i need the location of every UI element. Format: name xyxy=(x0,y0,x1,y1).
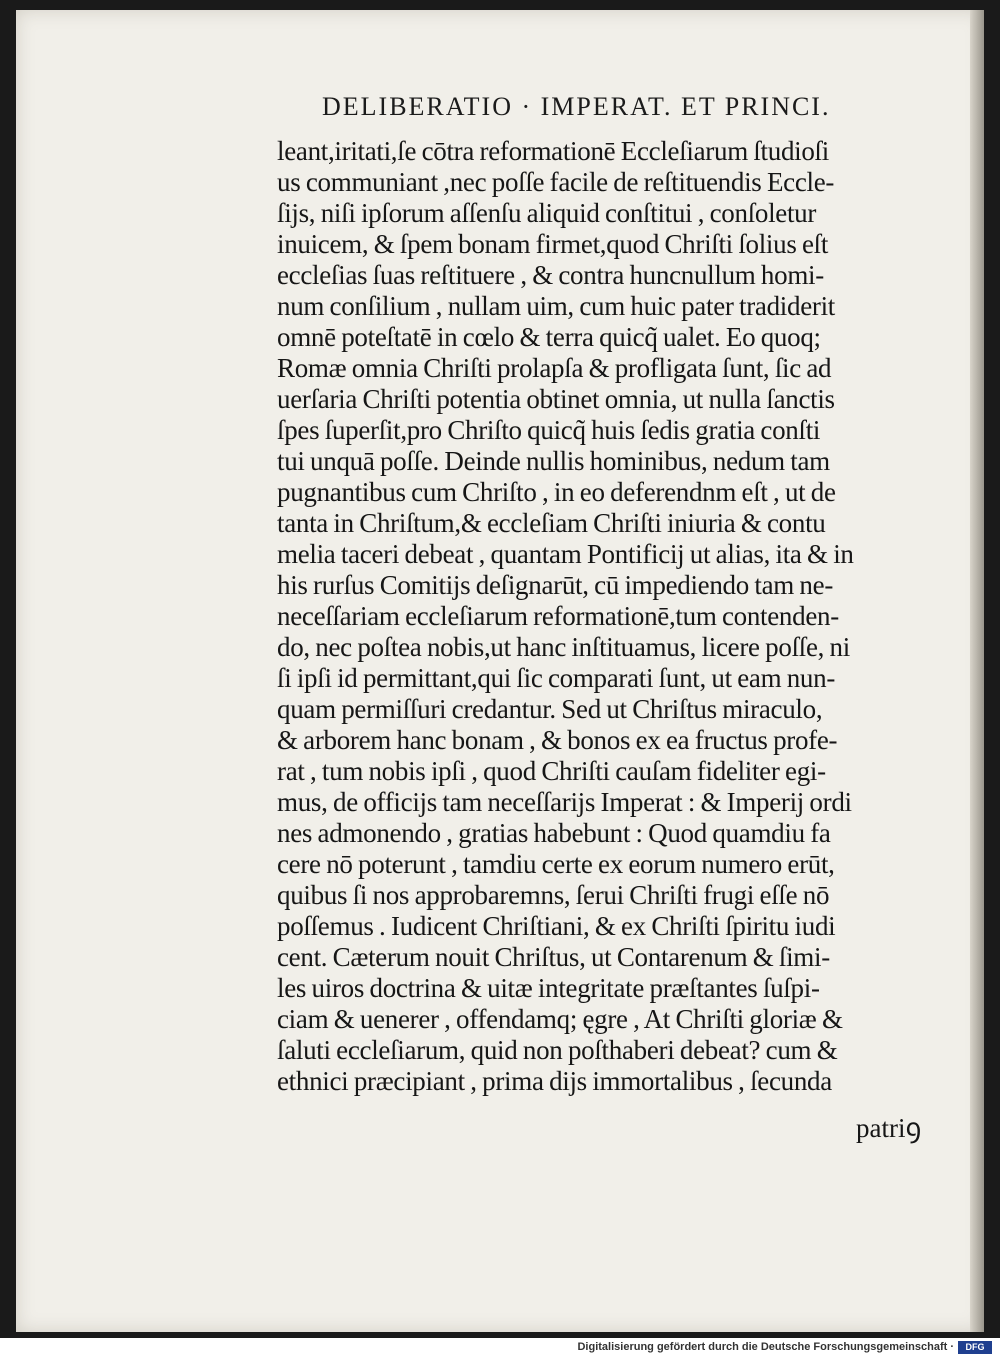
text-line: pugnantibus cum Chriſto , in eo deferendnm eſt , ut de xyxy=(277,477,836,507)
text-line: les uiros doctrina & uitæ integritate præſtantes ſuſpi- xyxy=(277,973,820,1003)
text-line: uerſaria Chriſti potentia obtinet omnia, ut nulla ſanctis xyxy=(277,384,835,414)
dfg-logo: DFG xyxy=(958,1341,992,1354)
page-edge xyxy=(970,10,984,1332)
text-line: ciam & uenerer , offendamq; ęgre , At Chriſti gloriæ & xyxy=(277,1004,843,1034)
text-line: ſi ipſi id permittant,qui ſic comparati ſunt, ut eam nun- xyxy=(277,663,836,693)
text-line: rat , tum nobis ipſi , quod Chriſti cauſam fideliter egi- xyxy=(277,756,826,786)
text-line: omnē poteſtatē in cœlo & terra quicq̃ ualet. Eo quoq; xyxy=(277,322,821,352)
text-line: ſpes ſuperſit,pro Chriſto quicq̃ huis ſedis gratia conſti xyxy=(277,415,821,445)
text-line: tui unquā poſſe. Deinde nullis hominibus, nedum tam xyxy=(277,446,830,476)
text-line: melia taceri debeat , quantam Pontificij ut alias, ita & in xyxy=(277,539,854,569)
text-line: neceſſariam eccleſiarum reformationē,tum contenden- xyxy=(277,601,839,631)
text-line: tanta in Chriſtum,& eccleſiam Chriſti iniuria & contu xyxy=(277,508,826,538)
text-line: mus, de officijs tam neceſſarijs Imperat : & Imperij ordi xyxy=(277,787,852,817)
text-line: & arborem hanc bonam , & bonos ex ea fructus profe- xyxy=(277,725,838,755)
text-line: cent. Cæterum nouit Chriſtus, ut Contarenum & ſimi- xyxy=(277,942,830,972)
text-line: quam permiſſuri credantur. Sed ut Chriſtus miraculo, xyxy=(277,694,823,724)
text-line: ſijs, niſi ipſorum aſſenſu aliquid conſtitui , conſoletur xyxy=(277,198,817,228)
text-line: ſaluti eccleſiarum, quid non poſthaberi debeat? cum & xyxy=(277,1035,838,1065)
footer-bar xyxy=(0,1338,1000,1358)
text-line: num conſilium , nullam uim, cum huic pater tradiderit xyxy=(277,291,835,321)
text-line: nes admonendo , gratias habebunt : Quod quamdiu fa xyxy=(277,818,831,848)
text-line: cere nō poterunt , tamdiu certe ex eorum numero erūt, xyxy=(277,849,835,879)
text-line: eccleſias ſuas reſtituere , & contra huncnullum homi- xyxy=(277,260,824,290)
text-line: leant,iritati,ſe cōtra reformationē Eccleſiarum ſtudioſi xyxy=(277,136,829,166)
catchword: patriꝯ xyxy=(856,1113,922,1143)
running-header: DELIBERATIO · IMPERAT. ET PRINCI. xyxy=(322,92,831,121)
text-line: Romæ omnia Chriſti prolapſa & profligata ſunt, ſic ad xyxy=(277,353,832,383)
body-text xyxy=(277,136,957,1097)
funding-credit: Digitalisierung gefördert durch die Deutsche Forschungsgemeinschaft · xyxy=(577,1341,954,1353)
text-line: quibus ſi nos approbaremns, ſerui Chriſti frugi eſſe nō xyxy=(277,880,830,910)
text-line: us communiant ,nec poſſe facile de reſtituendis Eccle- xyxy=(277,167,835,197)
text-line: inuicem, & ſpem bonam firmet,quod Chriſti ſolius eſt xyxy=(277,229,829,259)
text-line: do, nec poſtea nobis,ut hanc inſtituamus, licere poſſe, ni xyxy=(277,632,850,662)
text-line: ethnici præcipiant , prima dijs immortalibus , ſecunda xyxy=(277,1066,832,1096)
text-line: his rurſus Comitijs deſignarūt, cū impediendo tam ne- xyxy=(277,570,834,600)
text-line: poſſemus . Iudicent Chriſtiani, & ex Chriſti ſpiritu iudi xyxy=(277,911,836,941)
